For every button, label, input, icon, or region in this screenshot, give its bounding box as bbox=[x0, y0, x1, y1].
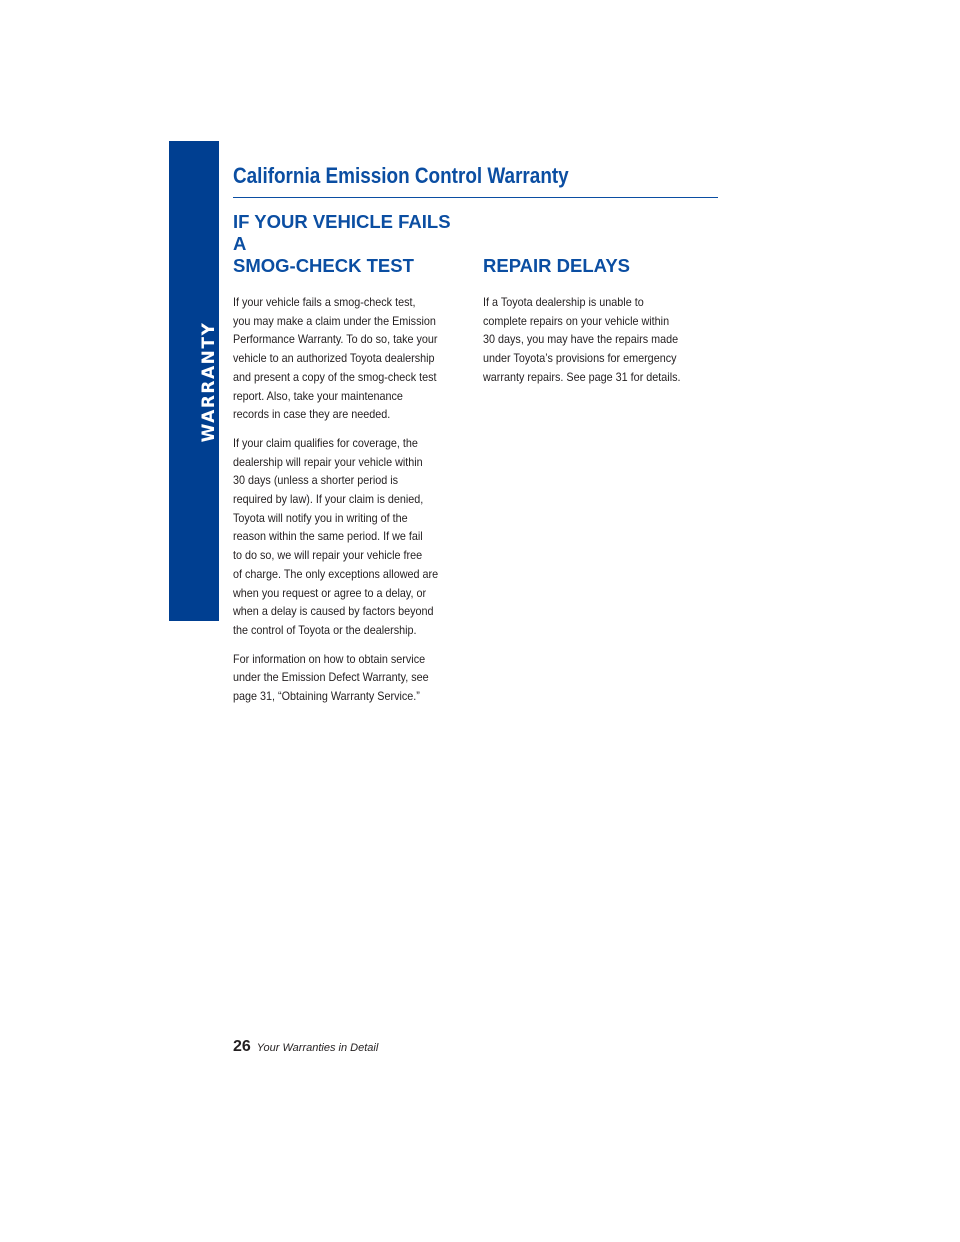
paragraph-repair-delays: If a Toyota dealership is unable to complete repairs on your vehicle within 30 days, you may have the repairs made under Toyota’s provisions for emergency warranty repairs. See page 31 for details. bbox=[483, 295, 681, 384]
left-column bbox=[233, 211, 468, 716]
section-heading-repair-delays: REPAIR DELAYS bbox=[483, 255, 631, 276]
title-rule bbox=[233, 197, 718, 198]
page-number: 26 bbox=[233, 1038, 251, 1055]
paragraph-smog-claim: If your vehicle fails a smog-check test, you may make a claim under the Emission Performance Warranty. To do so, take your vehicle to an authorized Toyota dealership and present a copy of the smog-check test report. Also, take your maintenance records in case they are needed. bbox=[233, 295, 438, 422]
paragraph-service-info: For information on how to obtain service under the Emission Defect Warranty, see page 31, “Obtaining Warranty Service.” bbox=[233, 651, 429, 704]
page-title: California Emission Control Warranty bbox=[233, 163, 569, 188]
footer-text: Your Warranties in Detail bbox=[256, 1042, 379, 1054]
paragraph-claim-coverage: If your claim qualifies for coverage, the dealership will repair your vehicle within 30 days (unless a shorter period is required by law). If your claim is denied, Toyota will notify you in writing of the reason within the same period. If we fail to do so, we will repair your vehicle free of charge. The only exceptions allowed are when you request or agree to a delay, or when a delay is caused by factors beyond the control of Toyota or the dealership. bbox=[233, 435, 439, 637]
page-footer bbox=[233, 1038, 378, 1056]
right-column bbox=[483, 233, 718, 397]
side-tab-label: WARRANTY bbox=[199, 321, 219, 443]
section-heading-smog-check: IF YOUR VEHICLE FAILS A SMOG-CHECK TEST bbox=[233, 211, 451, 276]
